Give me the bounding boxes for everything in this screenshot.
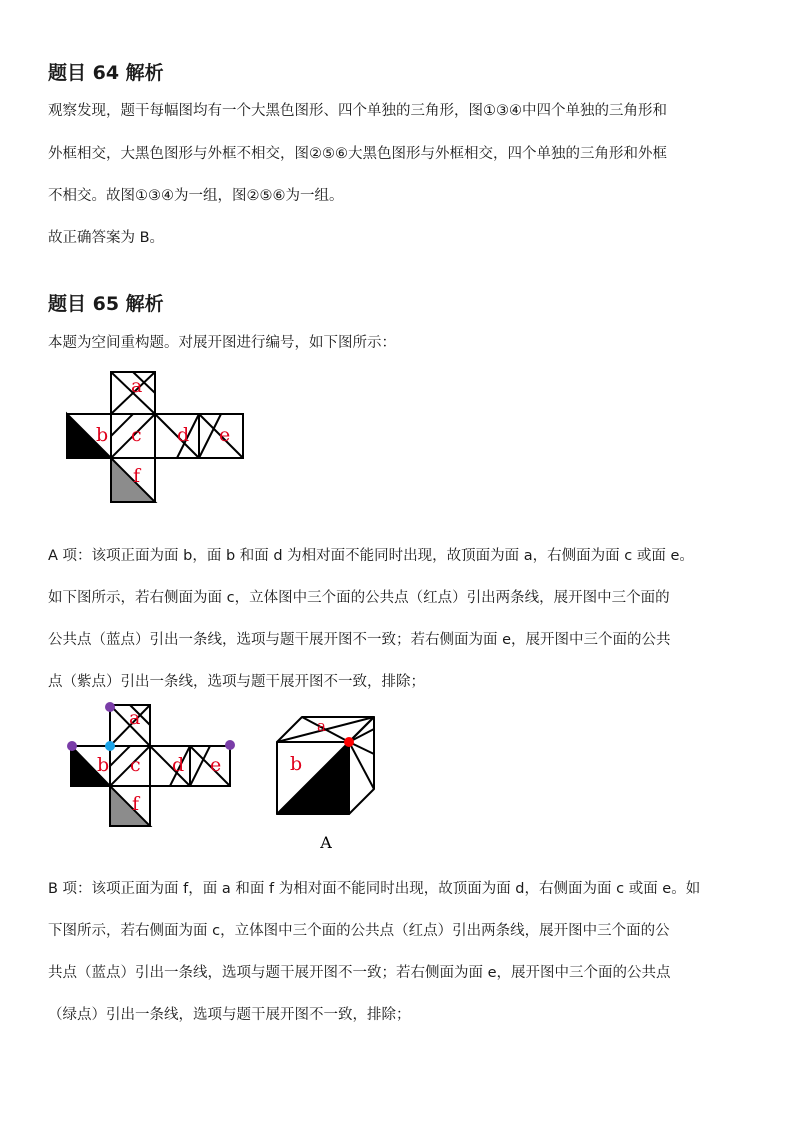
q65-title: 题目 65 解析	[48, 293, 164, 315]
net-label-c: c	[131, 424, 142, 446]
net-label-b: b	[96, 424, 109, 446]
red-dot	[344, 737, 354, 747]
optA-line-3: 公共点（蓝点）引出一条线，选项与题干展开图不一致；若右侧面为面 e，展开图中三个面的公共	[48, 632, 671, 648]
q65-intro: 本题为空间重构题。对展开图进行编号，如下图所示：	[48, 335, 396, 351]
q64-line-2: 外框相交，大黑色图形与外框不相交，图②⑤⑥大黑色图形与外框相交，四个单独的三角形和外框	[48, 146, 667, 162]
cube-label-a: a	[317, 717, 326, 735]
q64-line-1: 观察发现，题干每幅图均有一个大黑色图形、四个单独的三角形，图①③④中四个单独的三角形和	[48, 103, 667, 119]
cube-option-a	[270, 706, 380, 856]
purple-dot-right	[225, 740, 235, 750]
net2-label-e: e	[210, 754, 222, 776]
cube-net-figure	[60, 366, 250, 506]
optA-line-4: 点（紫点）引出一条线，选项与题干展开图不一致，排除；	[48, 674, 425, 690]
net-label-e: e	[219, 424, 231, 446]
net-label-f: f	[133, 465, 141, 487]
net2-label-f: f	[132, 793, 140, 815]
blue-dot	[105, 741, 115, 751]
purple-dot-top	[105, 702, 115, 712]
net2-label-b: b	[97, 754, 110, 776]
optA-line-2: 如下图所示，若右侧面为面 c，立体图中三个面的公共点（红点）引出两条线，展开图中三个面的	[48, 590, 670, 606]
optB-line-1: B 项：该项正面为面 f，面 a 和面 f 为相对面不能同时出现，故顶面为面 d，右侧面为面 c 或面 e。如	[48, 881, 701, 897]
q64-line-3: 不相交。故图①③④为一组，图②⑤⑥为一组。	[48, 188, 344, 204]
cube-label-b: b	[290, 753, 303, 775]
optA-line-1: A 项：该项正面为面 b，面 b 和面 d 为相对面不能同时出现，故顶面为面 a，右侧面为面 c 或面 e。	[48, 548, 694, 564]
net2-label-c: c	[130, 754, 141, 776]
optB-line-2: 下图所示，若右侧面为面 c，立体图中三个面的公共点（红点）引出两条线，展开图中三个面的公	[48, 923, 670, 939]
option-label-a: A	[320, 833, 332, 852]
net-label-d: d	[177, 424, 190, 446]
net-label-a: a	[131, 375, 143, 397]
optB-line-4: （绿点）引出一条线，选项与题干展开图不一致，排除；	[48, 1007, 411, 1023]
net2-label-a: a	[129, 707, 141, 729]
net2-label-d: d	[172, 754, 185, 776]
q64-answer: 故正确答案为 B。	[48, 230, 165, 246]
optB-line-3: 共点（蓝点）引出一条线，选项与题干展开图不一致；若右侧面为面 e，展开图中三个面的公共点	[48, 965, 671, 981]
cube-net-figure-annotated	[60, 700, 250, 830]
purple-dot-left	[67, 741, 77, 751]
q64-title: 题目 64 解析	[48, 62, 164, 84]
